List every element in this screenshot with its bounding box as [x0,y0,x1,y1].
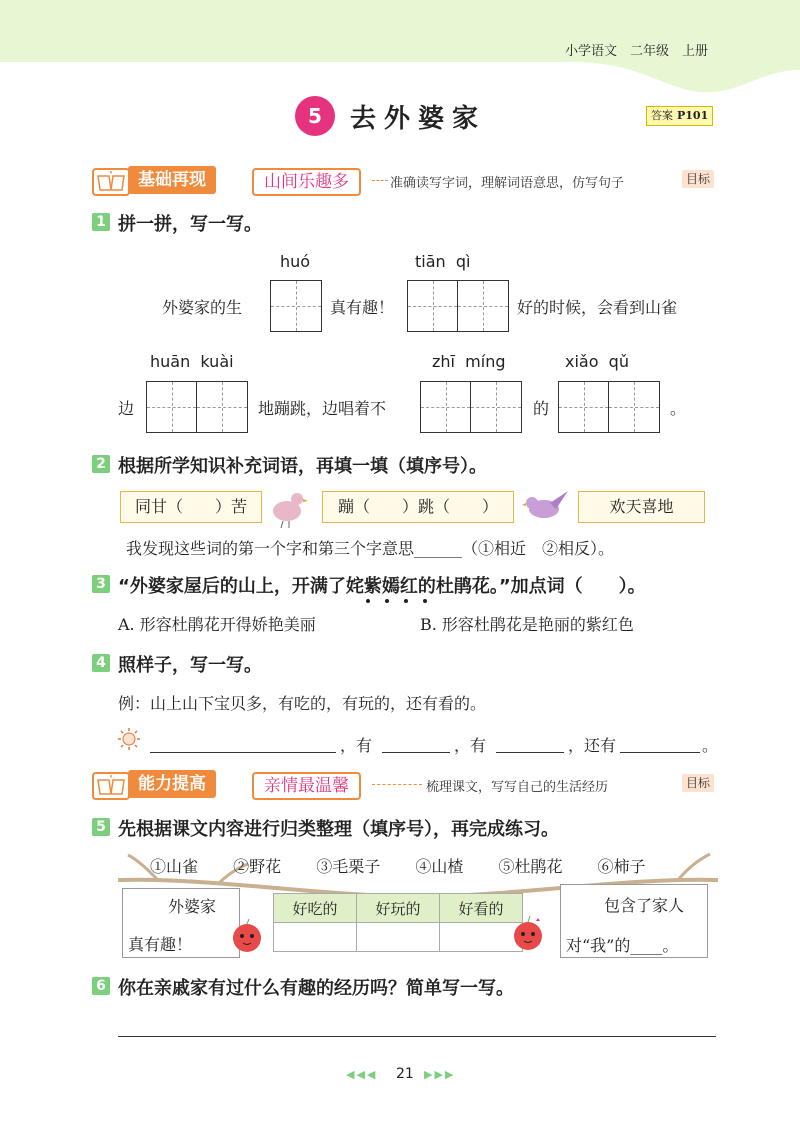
emphasis-dot [366,599,370,603]
pinyin: huān kuài [150,352,234,371]
writing-grid[interactable] [146,381,248,433]
question-number: 6 [92,977,110,995]
question-number: 4 [92,654,110,672]
classification-table [273,893,523,952]
item: ②野花 [233,857,282,876]
item: ①山雀 [150,857,199,876]
pinyin: zhī míng [432,352,506,371]
page-title: 去外婆家 [350,104,487,134]
option-a[interactable]: A. 形容杜鹃花开得娇艳美丽 [118,615,316,634]
divider [372,784,422,785]
bird-icon [522,485,570,525]
emphasis-dot [404,599,408,603]
item: ⑥柿子 [597,857,646,876]
item: ④山楂 [415,857,464,876]
sign-text: 对“我”的____。 [566,936,679,955]
word-card[interactable]: 蹦（ ）跳（ ） [322,491,514,523]
section-subtitle: 亲情最温馨 [252,772,361,800]
sentence-text: 。 [670,399,687,418]
table-header: 好看的 [440,894,523,923]
sentence-text: 真有趣！ [330,298,395,317]
sentence-text: 边 [118,399,135,418]
section-goal-text: 准确读写字词，理解词语意思，仿写句子 [390,176,625,191]
book-icon [92,772,130,800]
item-list [150,854,646,877]
question-title: 拼一拼，写一写。 [118,214,262,235]
section-banner-advanced [92,770,722,798]
pinyin: huó [280,252,311,271]
writing-grid[interactable] [420,381,522,433]
question-number: 2 [92,455,110,473]
emphasis-dot [385,599,389,603]
writing-grid[interactable] [558,381,660,433]
answer-blank[interactable] [382,734,450,753]
question-title: “外婆家屋后的山上，开满了姹紫嫣红的杜鹃花。”加点词（ ）。 [118,576,646,597]
answer-reference [646,106,713,126]
answer-line[interactable] [118,1036,716,1037]
sentence-text: 地蹦跳，边唱着不 [258,399,387,418]
question-number: 3 [92,575,110,593]
answer-blank[interactable] [620,734,700,753]
goal-badge: 目标 [682,774,714,792]
section-subtitle: 山间乐趣多 [252,168,361,196]
bird-icon [265,485,309,529]
writing-grid[interactable] [270,280,322,332]
table-header: 好吃的 [274,894,357,923]
sun-icon [118,728,140,750]
fill-sentence: 我发现这些词的第一个字和第三个字意思______（①相近 ②相反）。 [126,539,615,558]
question-title: 你在亲戚家有过什么有趣的经历吗？简单写一写。 [118,978,514,999]
pinyin: tiān qì [415,252,471,271]
pinyin: xiǎo qǔ [565,352,629,371]
answer-label: 答案 [651,109,673,122]
sign-text: 外婆家 [168,897,217,916]
arrows-left-icon: ◀◀◀ [346,1068,378,1081]
page-number: 21 [396,1066,414,1082]
apple-mascot-icon [228,918,266,954]
book-icon [92,168,130,196]
sentence-text: 外婆家的生 [162,298,243,317]
question-number: 1 [92,213,110,231]
item: ⑤杜鹃花 [498,857,563,876]
lesson-number-badge: 5 [295,96,335,136]
answer-page: P101 [677,109,709,122]
sign-text: 包含了家人 [604,896,685,915]
item: ③毛栗子 [316,857,381,876]
question-title: 照样子，写一写。 [118,655,262,676]
section-goal-text: 梳理课文，写写自己的生活经历 [426,780,609,795]
example-sentence: 例：山上山下宝贝多，有吃的，有玩的，还有看的。 [118,694,487,713]
arrows-right-icon: ▶▶▶ [424,1068,456,1081]
apple-mascot-icon [508,914,548,954]
sentence-text: 的 [533,399,550,418]
word-card[interactable]: 欢天喜地 [578,491,705,523]
section-banner-basic [92,166,722,194]
table-cell[interactable] [357,923,440,952]
answer-blank[interactable] [496,734,564,753]
question-title: 先根据课文内容进行归类整理（填序号），再完成练习。 [118,819,559,840]
fill-text: 。 [702,736,719,755]
goal-badge: 目标 [682,170,714,188]
question-title: 根据所学知识补充词语，再填一填（填序号）。 [118,456,487,477]
section-title: 能力提高 [128,770,216,798]
question-number: 5 [92,818,110,836]
sentence-text: 好的时候，会看到山雀 [517,298,678,317]
word-card[interactable]: 同甘（ ）苦 [120,491,262,523]
fill-text: ，有 [340,736,373,755]
header-grade-label: 小学语文 二年级 上册 [564,44,708,59]
fill-text: ，有 [454,736,487,755]
option-b[interactable]: B. 形容杜鹃花是艳丽的紫红色 [420,615,634,634]
fill-text: ，还有 [568,736,617,755]
sign-text: 真有趣！ [128,935,193,954]
writing-grid[interactable] [407,280,509,332]
emphasis-dot [423,599,427,603]
divider [372,180,388,181]
table-cell[interactable] [274,923,357,952]
section-title: 基础再现 [128,166,216,194]
table-header: 好玩的 [357,894,440,923]
answer-blank[interactable] [150,734,336,753]
